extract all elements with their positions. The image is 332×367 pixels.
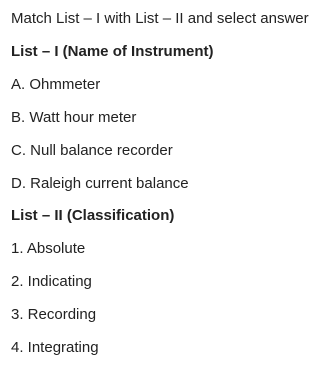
list2-item-4: 4. Integrating	[11, 339, 99, 356]
list2-item-3: 3. Recording	[11, 306, 97, 323]
list2-heading: List – II (Classification)	[11, 207, 175, 224]
list1-item-c: C. Null balance recorder	[11, 142, 173, 159]
list1-heading: List – I (Name of Instrument)	[11, 43, 214, 60]
question-intro: Match List – I with List – II and select answer	[11, 10, 309, 27]
list2-item-2: 2. Indicating	[11, 273, 92, 290]
list1-item-b: B. Watt hour meter	[11, 109, 137, 126]
list1-item-d: D. Raleigh current balance	[11, 175, 189, 192]
list2-item-1: 1. Absolute	[11, 240, 86, 257]
list1-item-a: A. Ohmmeter	[11, 76, 101, 93]
